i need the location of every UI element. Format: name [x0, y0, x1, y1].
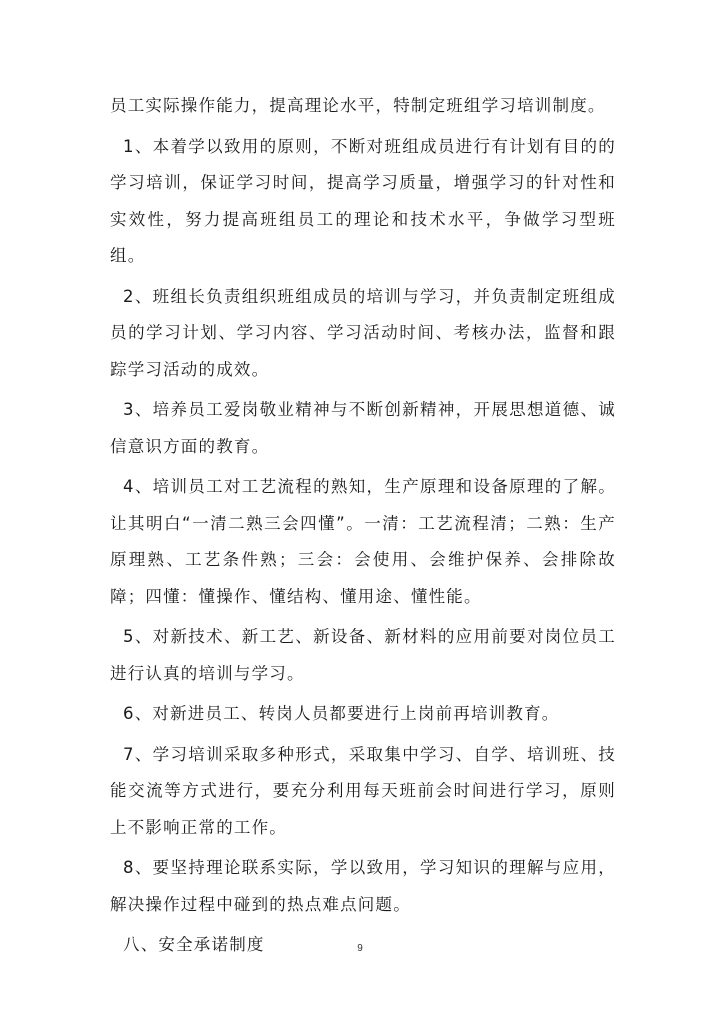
intro-paragraph: 员工实际操作能力，提高理论水平，特制定班组学习培训制度。 [110, 96, 606, 115]
item-1-paragraph: 1、本着学以致用的原则，不断对班组成员进行有计划有目的的学习培训，保证学习时间，提高学习质量，增强学习的针对性和实效性，努力提高班组员工的理论和技术水平，争做学习型班组。 [110, 136, 616, 265]
item-8-paragraph: 8、要坚持理论联系实际，学以致用，学习知识的理解与应用，解决操作过程中碰到的热点难点问题。 [110, 858, 616, 914]
item-6-paragraph: 6、对新进员工、转岗人员都要进行上岗前再培训教育。 [123, 704, 560, 723]
item-7-paragraph: 7、学习培训采取多种形式，采取集中学习、自学、培训班、技能交流等方式进行，要充分利用每天班前会时间进行学习，原则上不影响正常的工作。 [110, 744, 616, 837]
item-3-paragraph: 3、培养员工爱岗敬业精神与不断创新精神，开展思想道德、诚信意识方面的教育。 [110, 400, 616, 456]
item-2-paragraph: 2、班组长负责组织班组成员的培训与学习，并负责制定班组成员的学习计划、学习内容、学习活动时间、考核办法，监督和跟踪学习活动的成效。 [110, 286, 616, 379]
item-4-paragraph: 4、培训员工对工艺流程的熟知，生产原理和设备原理的了解。让其明白“一清二熟三会四懂”。一清：工艺流程清；二熟：生产原理熟、工艺条件熟；三会：会使用、会维护保养、会排除故障；四懂：懂操作、懂结构、懂用途、懂性能。 [110, 477, 616, 606]
section-heading: 八、安全承诺制度 [123, 935, 265, 954]
page-number: 9 [357, 943, 363, 954]
item-5-paragraph: 5、对新技术、新工艺、新设备、新材料的应用前要对岗位员工进行认真的培训与学习。 [110, 627, 616, 683]
document-body [110, 88, 616, 964]
